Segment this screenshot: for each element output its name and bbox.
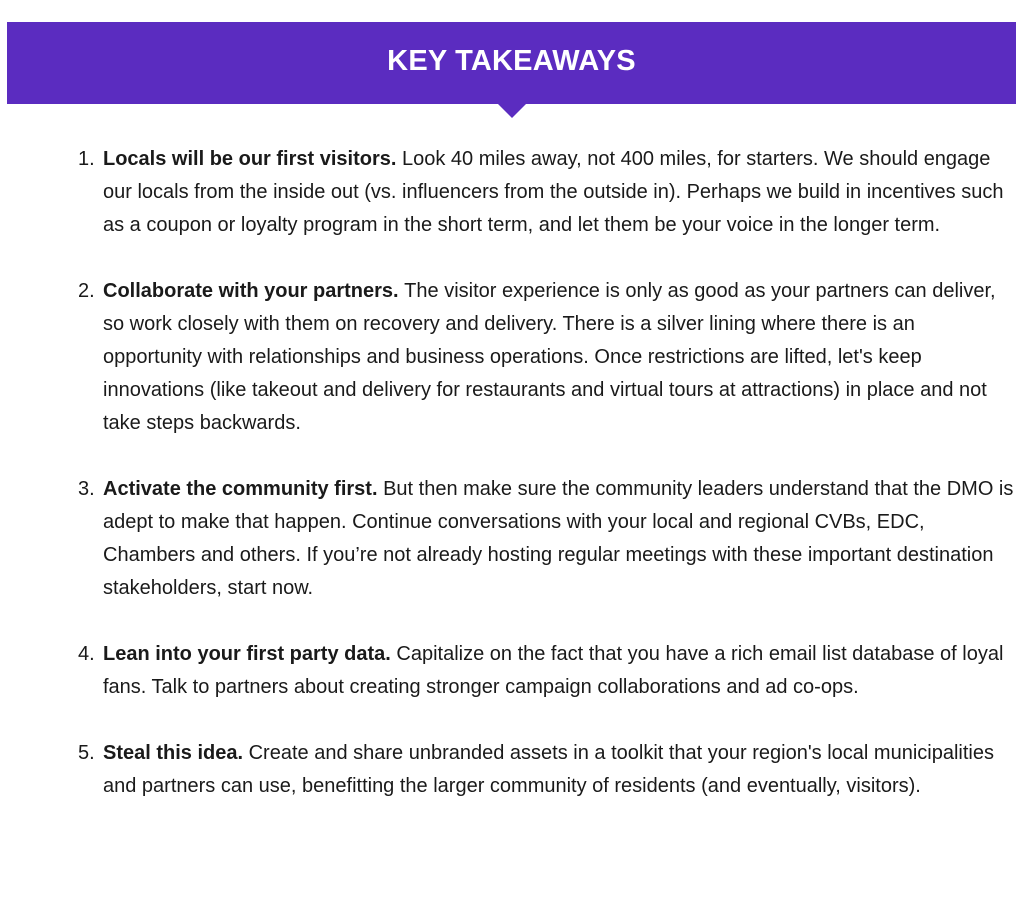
- takeaway-number: 1.: [78, 148, 95, 170]
- takeaway-heading: Locals will be our first visitors.: [103, 148, 402, 170]
- banner-title: KEY TAKEAWAYS: [387, 44, 636, 77]
- takeaway-item: [0, 143, 1024, 242]
- banner-pointer-arrow: [498, 104, 526, 118]
- takeaway-text: The visitor experience is only as good as your partners can deliver, so work closely with them on recovery and delivery. There is a silver lining where there is an opportunity with relationships and business operations. Once restrictions are lifted, let's keep innovations (like takeout and delivery for restaurants and virtual tours at attractions) in place and not take steps backwards.: [103, 280, 996, 434]
- takeaway-number: 5.: [78, 742, 95, 764]
- takeaways-list: [0, 143, 1024, 836]
- takeaway-item: [0, 473, 1024, 605]
- takeaway-heading: Steal this idea.: [103, 742, 249, 764]
- takeaway-text: Look 40 miles away, not 400 miles, for starters. We should engage our locals from the inside out (vs. influencers from the outside in). Perhaps we build in incentives such as a coupon or loyalty program in the short term, and let them be your voice in the longer term.: [103, 148, 1004, 236]
- takeaway-heading: Collaborate with your partners.: [103, 280, 405, 302]
- takeaway-item: [0, 638, 1024, 704]
- takeaway-text: Capitalize on the fact that you have a rich email list database of loyal fans. Talk to partners about creating stronger campaign collaborations and ad co-ops.: [103, 643, 1004, 698]
- key-takeaways-banner: [7, 22, 1016, 104]
- takeaway-number: 3.: [78, 478, 95, 500]
- takeaway-number: 4.: [78, 643, 95, 665]
- takeaway-text: But then make sure the community leaders understand that the DMO is adept to make that happen. Continue conversations with your local and regional CVBs, EDC, Chambers and others. If you’re not already hosting regular meetings with these important destination stakeholders, start now.: [103, 478, 1014, 599]
- takeaway-heading: Activate the community first.: [103, 478, 384, 500]
- takeaway-text: Create and share unbranded assets in a toolkit that your region's local municipalities and partners can use, benefitting the larger community of residents (and eventually, visitors).: [103, 742, 994, 797]
- takeaway-item: [0, 737, 1024, 803]
- takeaway-number: 2.: [78, 280, 95, 302]
- takeaway-heading: Lean into your first party data.: [103, 643, 397, 665]
- takeaway-item: [0, 275, 1024, 440]
